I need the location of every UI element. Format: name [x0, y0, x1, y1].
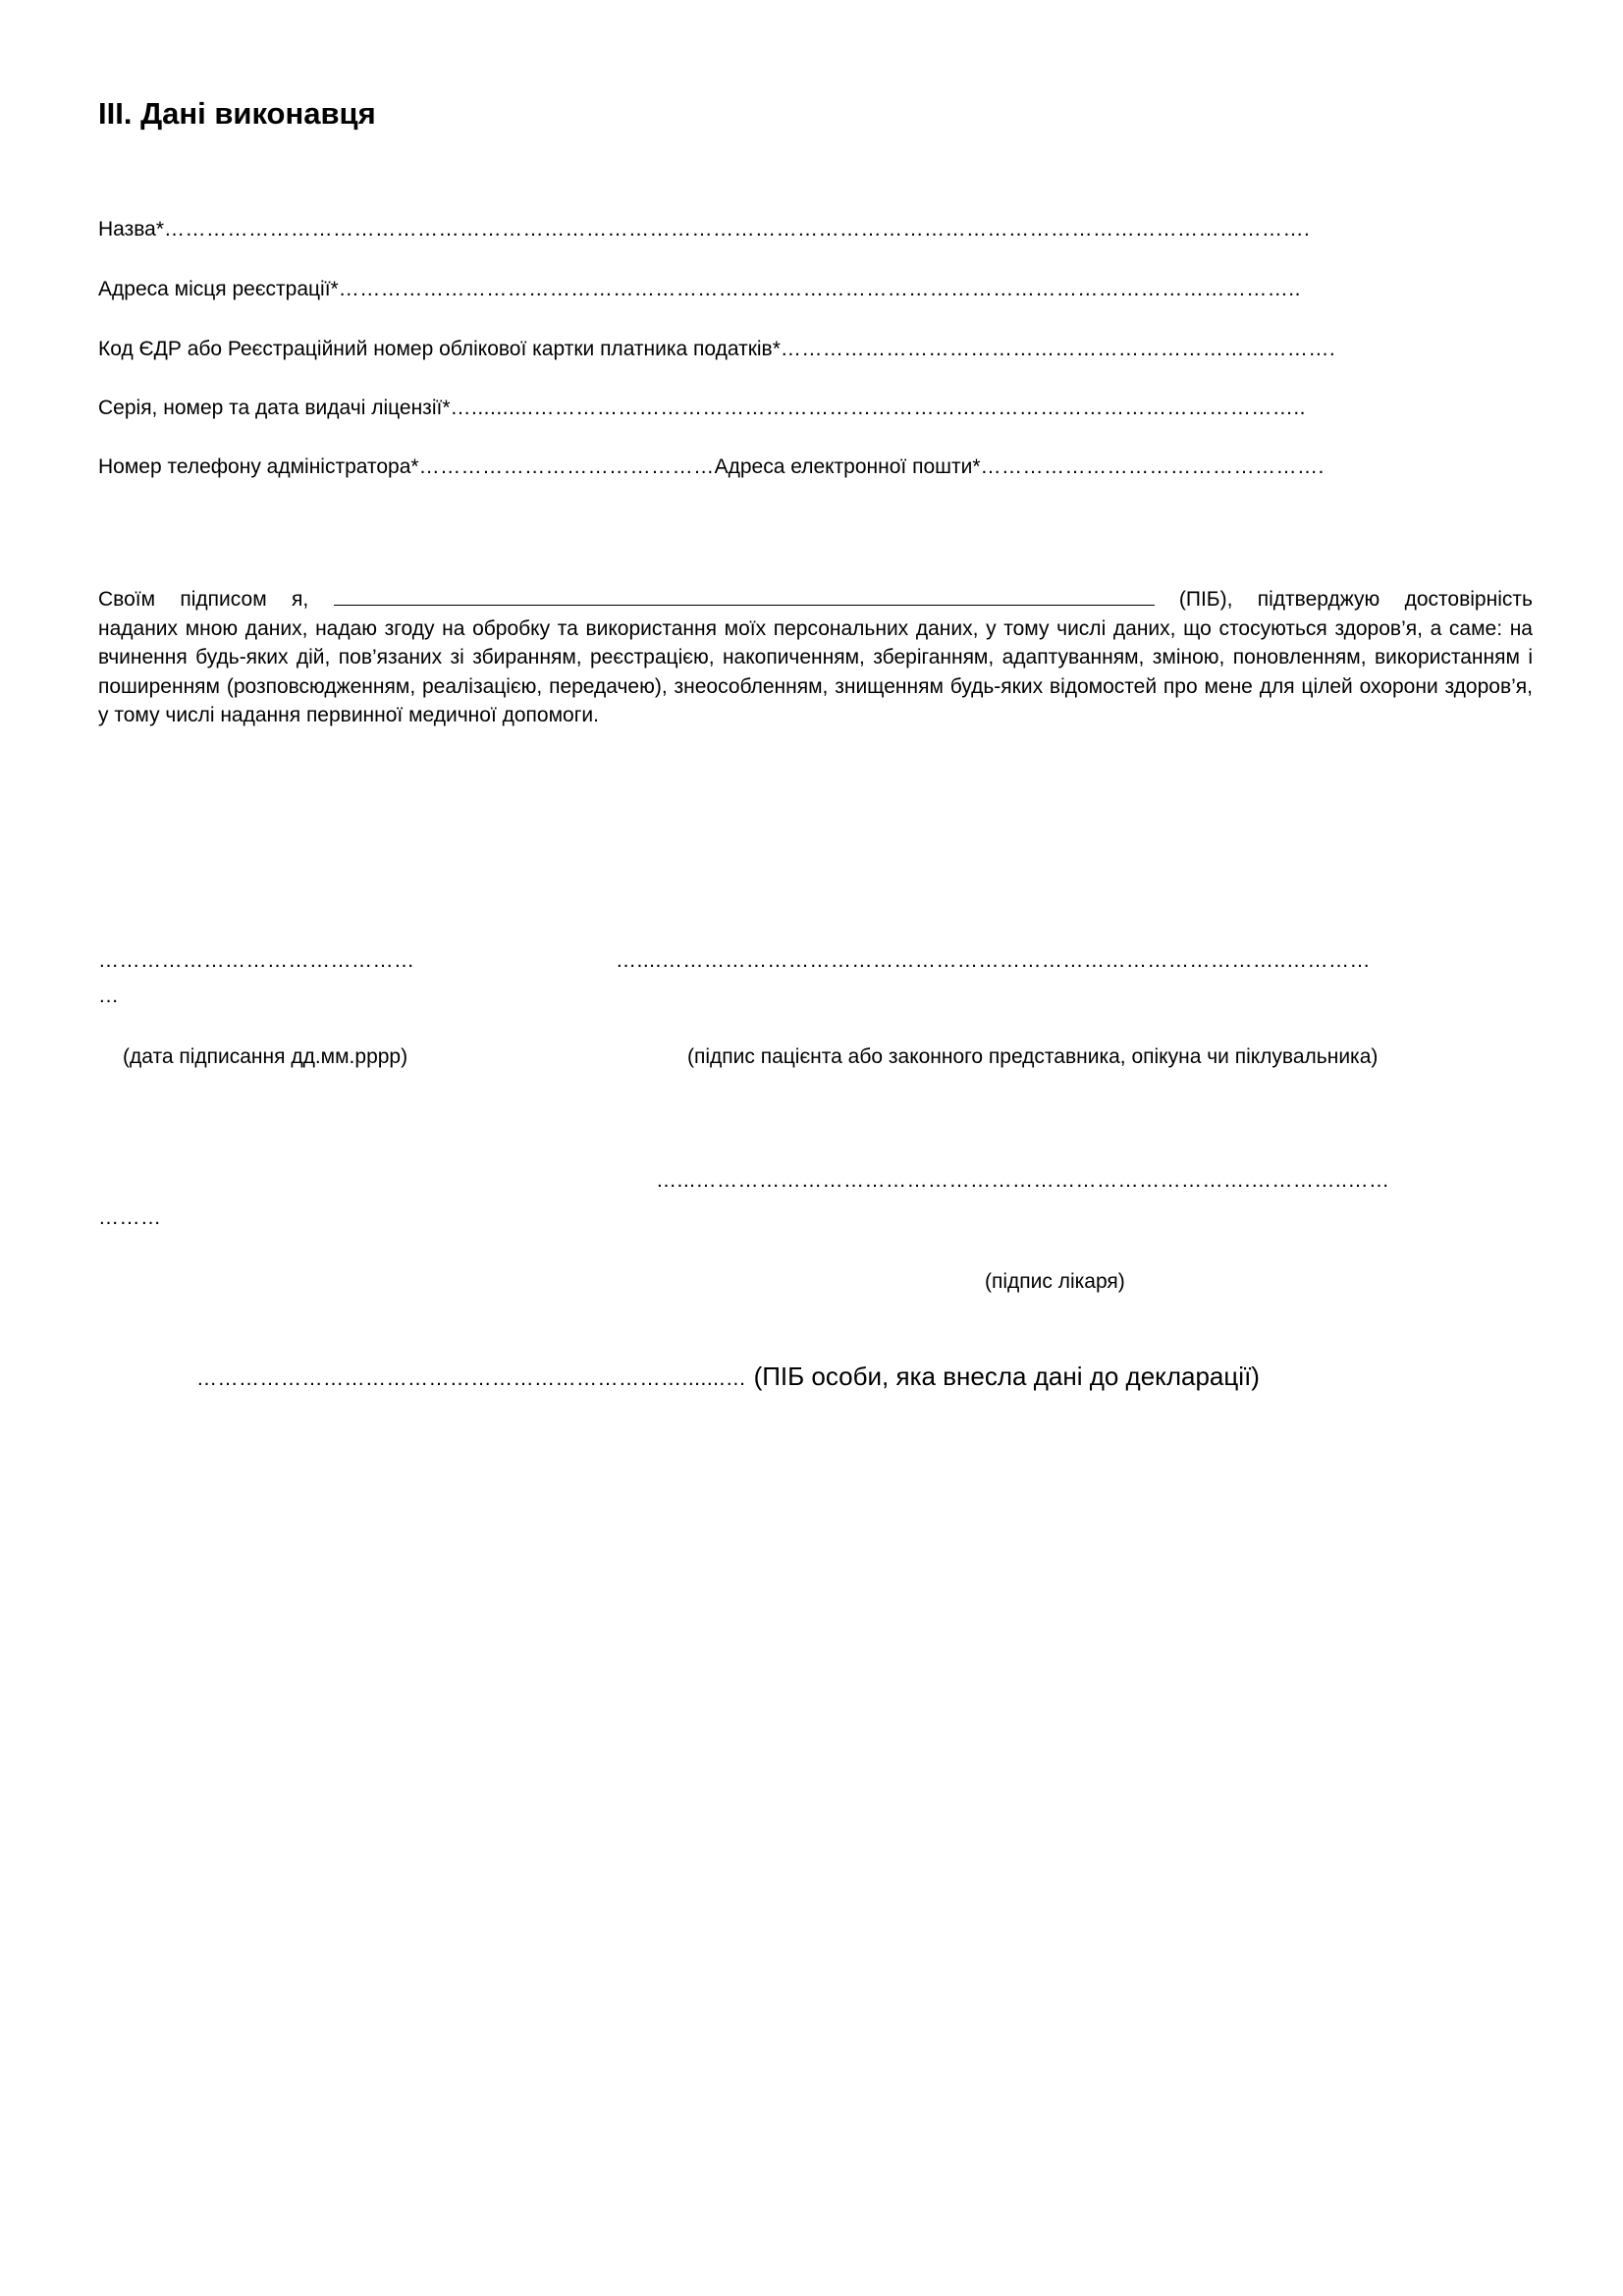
consent-body: наданих мною даних, надаю згоду на обробку та використання моїх персональних даних, у тому числі даних, що стосуються здоров’я, а саме: на вчинення будь-яких дій, пов’язаних зі збиранням, реєстрацією, накопиченням, зберіганням, адаптуванням, зміною, поновленням, використанням і поширенням (розповсюдженням, реалізацією, передачею), знеособленням, знищенням будь-яких відомостей про мене для цілей охорони здоров’я, у тому числі надання первинної медичної допомоги. [98, 616, 1533, 726]
patient-signature-caption: (підпис пацієнта або законного представника, опікуна чи піклувальника) [687, 1045, 1379, 1068]
field-email-dots: …………………………………………. [980, 455, 1325, 478]
consent-word: Своїм [98, 588, 156, 611]
consent-word: достовірність [1404, 588, 1533, 611]
entered-by-line [196, 1362, 1260, 1392]
field-license-label: Серія, номер та дата видачі ліцензії* [98, 397, 451, 419]
field-admin-phone-dots: …………………………………… [418, 455, 715, 478]
consent-word: я, [291, 588, 309, 611]
signing-date-dots[interactable]: ……………………………………… [98, 949, 415, 972]
entered-by-dots[interactable]: …………………………………………………………….......… [196, 1367, 747, 1390]
signing-date-caption: (дата підписання дд.мм.рррр) [123, 1045, 408, 1068]
field-admin-phone-label: Номер телефону адміністратора* [98, 455, 419, 478]
signing-date-dots-continued: … [98, 985, 120, 1007]
field-license-dots: …..........……………………………………………………………………………………………….. [450, 397, 1307, 419]
consent-word: підтверджую [1257, 588, 1380, 611]
field-name-label: Назва* [98, 218, 165, 240]
consent-word: підписом [180, 588, 267, 611]
consent-paragraph [98, 585, 1533, 730]
field-registration-address-dots: ……………………………………………………………………………………………………………………….. [338, 278, 1301, 300]
doctor-signature-dots[interactable]: …...…………………………………………………………………….…………..…… [656, 1169, 1390, 1192]
consent-word: (ПІБ), [1178, 588, 1233, 611]
field-edrpou-code[interactable] [98, 338, 1335, 361]
field-license[interactable] [98, 397, 1306, 420]
field-registration-address[interactable] [98, 278, 1301, 301]
field-edrpou-code-dots: ……………………………………………………………………. [780, 338, 1336, 360]
field-name[interactable] [98, 218, 1310, 241]
entered-by-label: (ПІБ особи, яка внесла дані до декларації) [753, 1362, 1260, 1391]
doctor-signature-caption: (підпис лікаря) [985, 1270, 1125, 1293]
field-email-label: Адреса електронної пошти* [714, 455, 981, 478]
field-registration-address-label: Адреса місця реєстрації* [98, 278, 339, 300]
section-heading: ІІІ. Дані виконавця [98, 96, 376, 131]
field-name-dots: ………………………………………………………………………………………………………………………………………………. [164, 218, 1311, 240]
doctor-signature-dots-continued: ……… [98, 1206, 162, 1229]
field-edrpou-code-label: Код ЄДР або Реєстраційний номер облікової картки платника податків* [98, 338, 781, 360]
field-admin-phone[interactable] [98, 455, 1325, 479]
patient-signature-dots[interactable]: …....……………………………………………………………………………..………… [616, 949, 1372, 972]
consent-first-line [98, 585, 1533, 614]
full-name-input-line[interactable] [334, 585, 1155, 606]
